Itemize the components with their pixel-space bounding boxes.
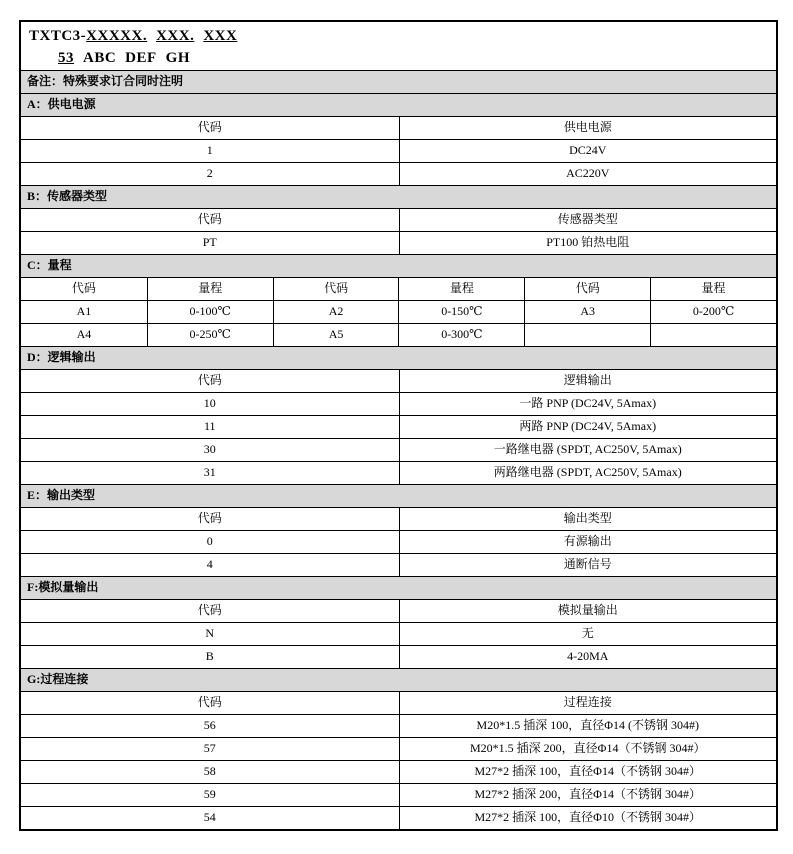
desc-cell: 一路 PNP (DC24V, 5Amax) <box>399 393 777 415</box>
column-header-row <box>21 507 776 530</box>
table-row <box>21 737 776 760</box>
model-code-line1 <box>29 25 776 47</box>
range-column-header: 量程 <box>650 278 776 300</box>
code-cell <box>524 324 650 346</box>
code-cell: 0 <box>206 534 213 548</box>
code-cell: 4 <box>206 557 213 571</box>
desc-cell: M27*2 插深 100，直径Φ14（不锈钢 304#） <box>399 761 777 783</box>
range-cell: 0-200℃ <box>650 301 776 323</box>
table-row <box>21 645 776 668</box>
model-field-3: XXX <box>203 28 238 44</box>
note-row: 备注：特殊要求订合同时注明 <box>21 70 776 93</box>
code-cell: A3 <box>524 301 650 323</box>
code-cell: 59 <box>203 787 216 801</box>
code-cell: 2 <box>206 166 213 180</box>
code-cell: A2 <box>273 301 399 323</box>
code-cell: PT <box>202 235 217 249</box>
desc-cell: M27*2 插深 100，直径Φ10（不锈钢 304#） <box>399 807 777 829</box>
code-cell: 57 <box>203 741 216 755</box>
table-row <box>21 760 776 783</box>
range-cell: 0-100℃ <box>147 301 273 323</box>
desc-cell: 通断信号 <box>399 554 777 576</box>
value-column-header: 逻辑输出 <box>399 370 777 392</box>
code-cell: 11 <box>203 419 216 433</box>
desc-cell: PT100 铂热电阻 <box>399 232 777 254</box>
column-header-row <box>21 599 776 622</box>
code-cell: N <box>205 626 215 640</box>
code-cell: A5 <box>273 324 399 346</box>
model-prefix: TXTC3- <box>29 28 87 44</box>
model-code-title <box>21 22 776 70</box>
value-column-header: 供电电源 <box>399 117 777 139</box>
code-column-header: 代码 <box>197 373 222 387</box>
code-column-header: 代码 <box>197 120 222 134</box>
code-cell: 54 <box>203 810 216 824</box>
desc-cell: 两路继电器 (SPDT, AC250V, 5Amax) <box>399 462 777 484</box>
code-column-header: 代码 <box>524 278 650 300</box>
table-row <box>21 231 776 254</box>
table-row <box>21 162 776 185</box>
code-column-header: 代码 <box>197 695 222 709</box>
code-cell: 56 <box>203 718 216 732</box>
table-row <box>21 783 776 806</box>
code-cell: 30 <box>203 442 216 456</box>
code-cell: B <box>205 649 214 663</box>
code-cell: 31 <box>203 465 216 479</box>
range-column-header: 量程 <box>398 278 524 300</box>
model-code-line2 <box>29 47 776 69</box>
code-cell: 1 <box>206 143 213 157</box>
section-header-d: D：逻辑输出 <box>21 346 776 369</box>
table-row <box>21 461 776 484</box>
desc-cell: M20*1.5 插深 200，直径Φ14（不锈钢 304#） <box>399 738 777 760</box>
column-header-row <box>21 208 776 231</box>
range-column-header: 量程 <box>147 278 273 300</box>
desc-cell: M27*2 插深 200，直径Φ14（不锈钢 304#） <box>399 784 777 806</box>
model-code-gh: GH <box>165 50 191 66</box>
desc-cell: 两路 PNP (DC24V, 5Amax) <box>399 416 777 438</box>
table-row <box>21 553 776 576</box>
code-column-header: 代码 <box>197 212 222 226</box>
column-header-row <box>21 691 776 714</box>
code-column-header: 代码 <box>197 603 222 617</box>
desc-cell: 有源输出 <box>399 531 777 553</box>
value-column-header: 输出类型 <box>399 508 777 530</box>
desc-cell: 无 <box>399 623 777 645</box>
column-header-row <box>21 116 776 139</box>
section-header-b: B：传感器类型 <box>21 185 776 208</box>
desc-cell: DC24V <box>399 140 777 162</box>
code-cell: 58 <box>203 764 216 778</box>
table-row <box>21 392 776 415</box>
section-header-c: C：量程 <box>21 254 776 277</box>
range-cell: 0-300℃ <box>398 324 524 346</box>
section-header-a: A：供电电源 <box>21 93 776 116</box>
table-row <box>21 622 776 645</box>
column-header-row <box>21 277 776 300</box>
section-header-f: F:模拟量输出 <box>21 576 776 599</box>
desc-cell: AC220V <box>399 163 777 185</box>
code-column-header: 代码 <box>197 511 222 525</box>
code-column-header: 代码 <box>71 281 96 295</box>
value-column-header: 模拟量输出 <box>399 600 777 622</box>
code-cell: A1 <box>76 304 92 318</box>
code-column-header: 代码 <box>273 278 399 300</box>
desc-cell: 4-20MA <box>399 646 777 668</box>
range-cell: 0-250℃ <box>147 324 273 346</box>
model-code-53: 53 <box>58 50 74 66</box>
table-row <box>21 415 776 438</box>
table-row <box>21 300 776 323</box>
section-header-e: E：输出类型 <box>21 484 776 507</box>
table-row <box>21 323 776 346</box>
table-row <box>21 530 776 553</box>
order-code-table <box>19 20 778 831</box>
range-cell <box>650 324 776 346</box>
value-column-header: 过程连接 <box>399 692 777 714</box>
table-row <box>21 438 776 461</box>
model-field-1: XXXXX. <box>86 28 148 44</box>
value-column-header: 传感器类型 <box>399 209 777 231</box>
model-field-2: XXX. <box>156 28 195 44</box>
code-cell: 10 <box>203 396 216 410</box>
code-cell: A4 <box>76 327 92 341</box>
section-header-g: G:过程连接 <box>21 668 776 691</box>
range-cell: 0-150℃ <box>398 301 524 323</box>
column-header-row <box>21 369 776 392</box>
desc-cell: 一路继电器 (SPDT, AC250V, 5Amax) <box>399 439 777 461</box>
table-row <box>21 806 776 829</box>
desc-cell: M20*1.5 插深 100，直径Φ14 (不锈钢 304#) <box>399 715 777 737</box>
model-code-def: DEF <box>125 50 157 66</box>
model-code-abc: ABC <box>83 50 117 66</box>
table-row <box>21 139 776 162</box>
table-row <box>21 714 776 737</box>
